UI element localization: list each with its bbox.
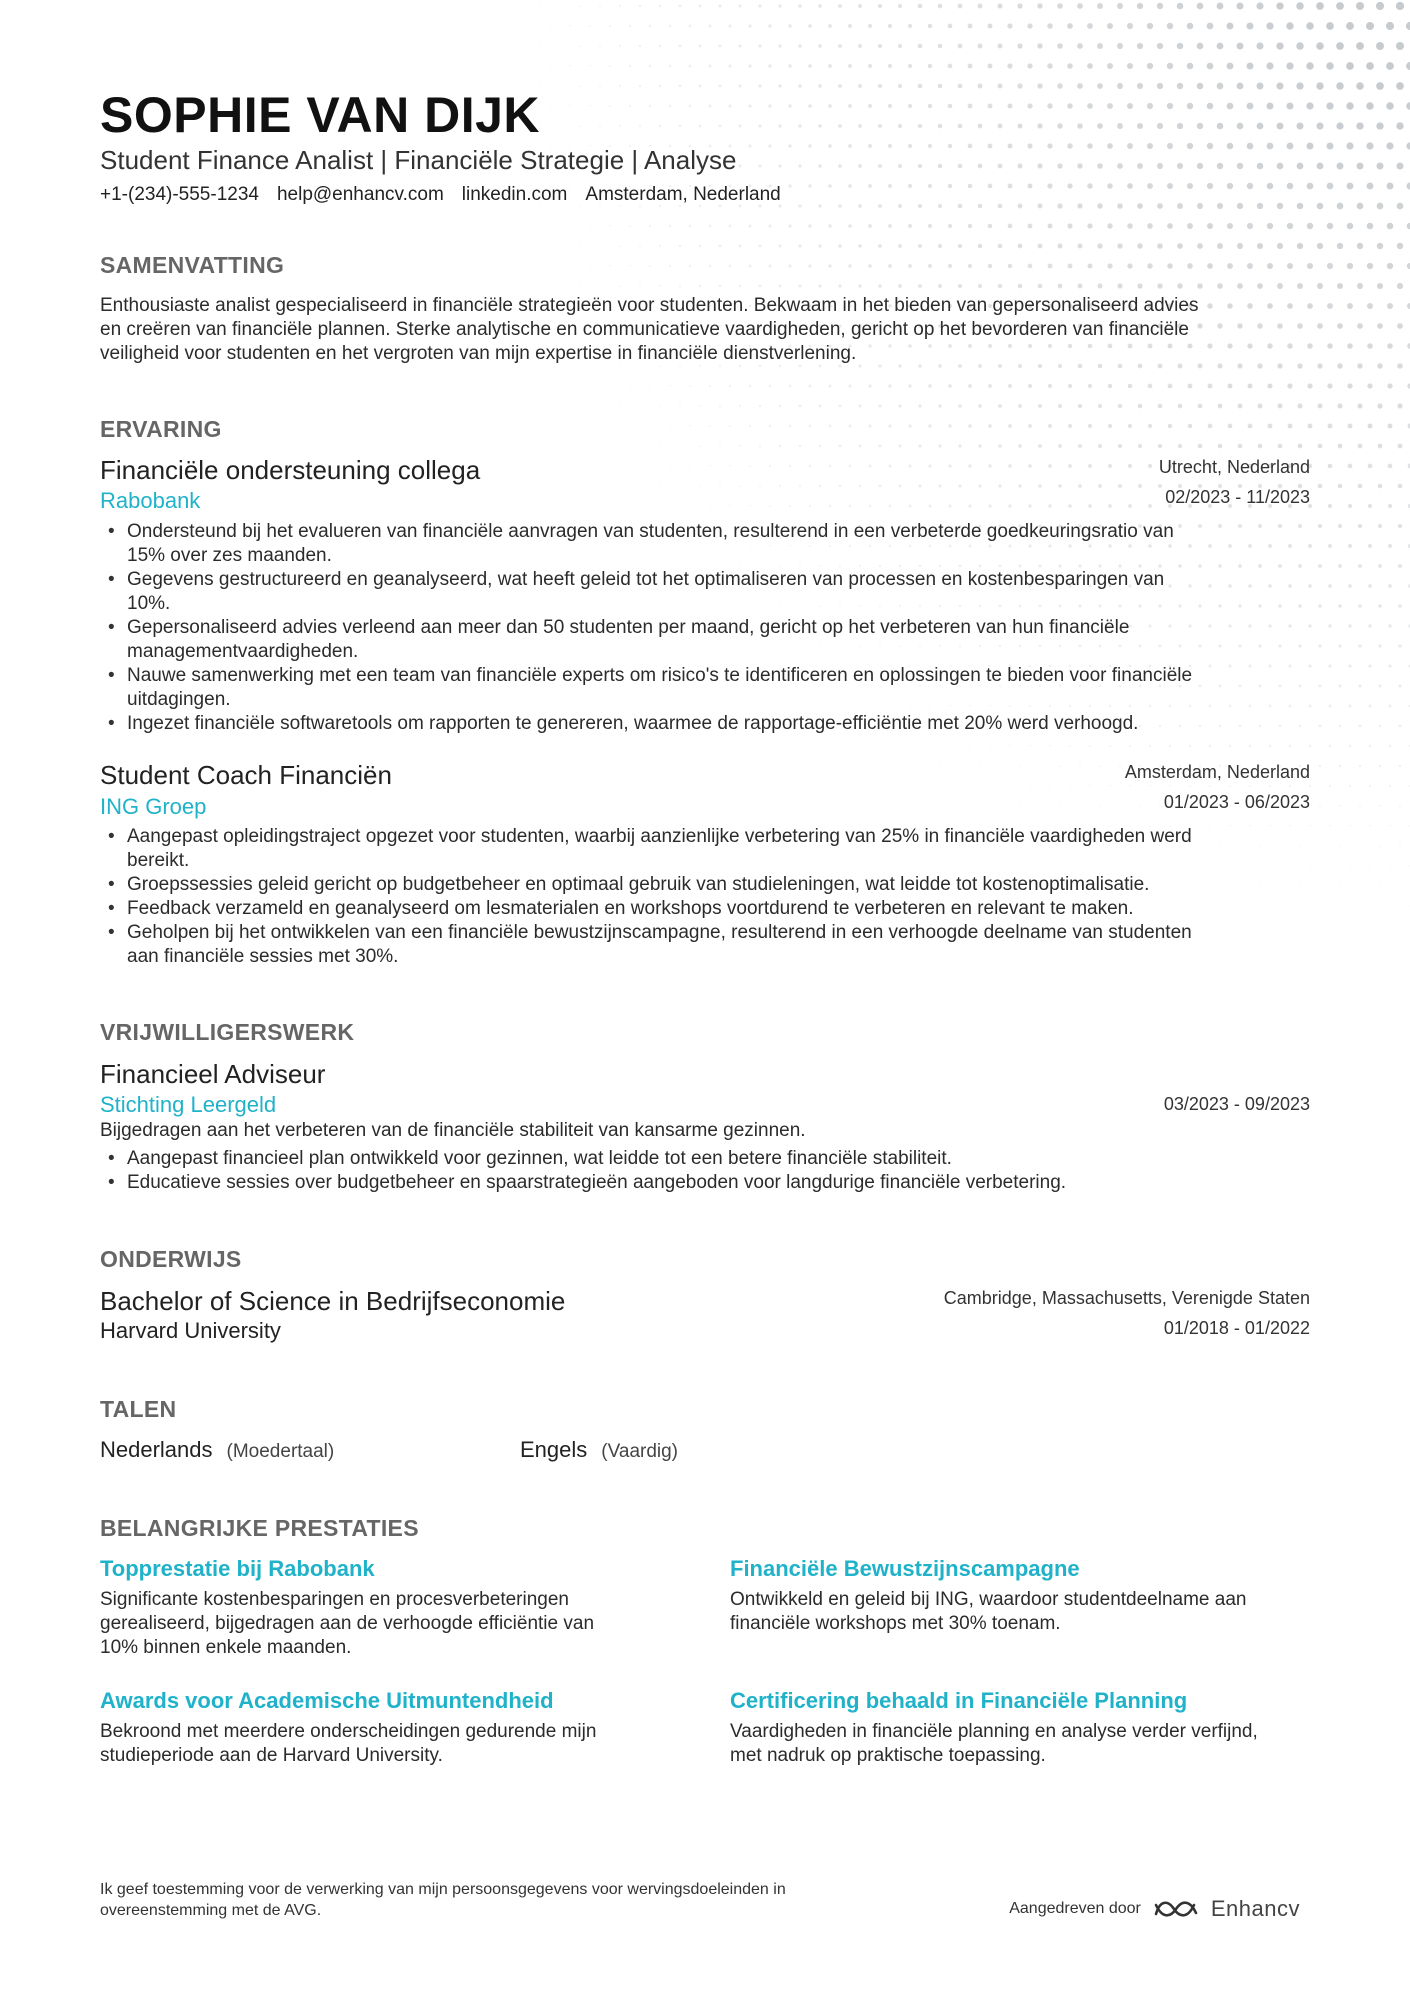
powered-by-label: Aangedreven door <box>1009 1900 1141 1917</box>
list-item: • Gepersonaliseerd advies verleend aan meer dan 50 studenten per maand, gericht op het verbeteren van hun financiële managementvaardigheden. <box>100 616 1310 664</box>
achievement-description: Bekroond met meerdere onderscheidingen gedurende mijn studieperiode aan de Harvard University. <box>100 1721 597 1766</box>
education-school: Harvard University <box>100 1318 281 1343</box>
achievement-title: Topprestatie bij Rabobank <box>100 1556 375 1581</box>
education-location: Cambridge, Massachusetts, Verenigde Staten <box>943 1288 1310 1308</box>
powered-by[interactable] <box>1009 1896 1300 1922</box>
achievement-description: Ontwikkeld en geleid bij ING, waardoor studentdeelname aan financiële workshops met 30% toenam. <box>730 1589 1247 1634</box>
contact-email[interactable]: help@enhancv.com <box>276 184 444 205</box>
volunteer-heading: VRIJWILLIGERSWERK <box>100 1019 355 1045</box>
job-role: Financiële ondersteuning collega <box>100 455 481 485</box>
summary-text <box>100 294 1310 366</box>
list-item: • Aangepast opleidingstraject opgezet voor studenten, waarbij aanzienlijke verbetering van 25% in financiële vaardigheden werd bereikt. <box>100 825 1310 873</box>
candidate-name: SOPHIE VAN DIJK <box>100 87 540 143</box>
volunteer-org: Stichting Leergeld <box>100 1092 277 1117</box>
list-item: • Aangepast financieel plan ontwikkeld voor gezinnen, wat leidde tot een betere financiële stabiliteit. <box>100 1147 1310 1171</box>
enhancv-logo-icon <box>1153 1897 1199 1921</box>
education-degree: Bachelor of Science in Bedrijfseconomie <box>100 1286 566 1316</box>
contact-line <box>100 184 781 206</box>
language-name: Nederlands <box>100 1437 213 1462</box>
volunteer-role: Financieel Adviseur <box>100 1059 326 1089</box>
achievement-title: Awards voor Academische Uitmuntendheid <box>100 1688 554 1713</box>
list-item: • Groepssessies geleid gericht op budgetbeheer en optimaal gebruik van studieleningen, wat leidde tot kostenoptimalisatie. <box>100 873 1310 897</box>
contact-location: Amsterdam, Nederland <box>585 184 781 205</box>
volunteer-dates: 03/2023 - 09/2023 <box>1163 1094 1310 1114</box>
achievements-heading: BELANGRIJKE PRESTATIES <box>100 1515 419 1541</box>
job-role: Student Coach Financiën <box>100 760 392 790</box>
job-dates: 02/2023 - 11/2023 <box>1165 487 1310 507</box>
summary-line: Enthousiaste analist gespecialiseerd in financiële strategieën voor studenten. Bekwaam in het bieden van gepersonaliseerd advies <box>100 295 1199 316</box>
list-item: • Gegevens gestructureerd en geanalyseerd, wat heeft geleid tot het optimaliseren van processen en kostenbesparingen van 10%. <box>100 568 1310 616</box>
job-bullets <box>100 520 1310 736</box>
list-item: • Ingezet financiële softwaretools om rapporten te genereren, waarmee de rapportage-efficiëntie met 20% werd verhoogd. <box>100 712 1310 736</box>
education-heading: ONDERWIJS <box>100 1246 242 1272</box>
language-level: (Moedertaal) <box>226 1441 335 1462</box>
languages-heading: TALEN <box>100 1396 177 1422</box>
achievement-description: Significante kostenbesparingen en procesverbeteringen gerealiseerd, bijgedragen aan de verhoogde efficiëntie van 10% binnen enkele maanden. <box>100 1589 595 1658</box>
summary-line: en creëren van financiële plannen. Sterke analytische en communicatieve vaardigheden, gericht op het bevorderen van financiële <box>100 319 1189 340</box>
language-item <box>100 1437 334 1463</box>
list-item: • Feedback verzameld en geanalyseerd om lesmaterialen en workshops voortdurend te verbeteren en relevant te maken. <box>100 897 1310 921</box>
job-dates: 01/2023 - 06/2023 <box>1163 792 1310 812</box>
language-name: Engels <box>520 1437 588 1462</box>
job-company: Rabobank <box>100 488 201 513</box>
contact-linkedin[interactable]: linkedin.com <box>461 184 568 205</box>
language-level: (Vaardig) <box>601 1441 679 1462</box>
consent-note: Ik geef toestemming voor de verwerking van mijn persoonsgegevens voor wervingsdoeleinden in overeenstemming met de AVG. <box>100 1881 786 1919</box>
list-item: • Geholpen bij het ontwikkelen van een financiële bewustzijnscampagne, resulterend in een verhoogde deelname van studenten aan financiële sessies met 30%. <box>100 921 1310 969</box>
volunteer-bullets <box>100 1147 1310 1195</box>
contact-phone[interactable]: +1-(234)-555-1234 <box>100 184 259 205</box>
summary-heading: SAMENVATTING <box>100 252 285 278</box>
job-location: Utrecht, Nederland <box>1158 457 1310 477</box>
list-item: • Ondersteund bij het evalueren van financiële aanvragen van studenten, resulterend in een verbeterde goedkeuringsratio van 15% over zes maanden. <box>100 520 1310 568</box>
experience-heading: ERVARING <box>100 416 222 442</box>
job-bullets <box>100 825 1310 969</box>
candidate-title: Student Finance Analist | Financiële Strategie | Analyse <box>100 145 737 175</box>
job-location: Amsterdam, Nederland <box>1124 762 1310 782</box>
brand-name: Enhancv <box>1210 1896 1300 1921</box>
list-item: • Educatieve sessies over budgetbeheer en spaarstrategieën aangeboden voor langdurige financiële verbetering. <box>100 1171 1310 1195</box>
language-item <box>520 1437 678 1463</box>
summary-line: veiligheid voor studenten en het vergroten van mijn expertise in financiële dienstverlening. <box>100 343 857 364</box>
achievement-title: Financiële Bewustzijnscampagne <box>730 1556 1080 1581</box>
volunteer-description: Bijgedragen aan het verbeteren van de financiële stabiliteit van kansarme gezinnen. <box>100 1120 806 1141</box>
achievement-description: Vaardigheden in financiële planning en analyse verder verfijnd, met nadruk op praktische toepassing. <box>730 1721 1258 1766</box>
job-company: ING Groep <box>100 794 207 819</box>
achievement-title: Certificering behaald in Financiële Planning <box>730 1688 1188 1713</box>
education-dates: 01/2018 - 01/2022 <box>1163 1318 1310 1338</box>
list-item: • Nauwe samenwerking met een team van financiële experts om risico's te identificeren en oplossingen te bieden voor financiële uitdagingen. <box>100 664 1310 712</box>
